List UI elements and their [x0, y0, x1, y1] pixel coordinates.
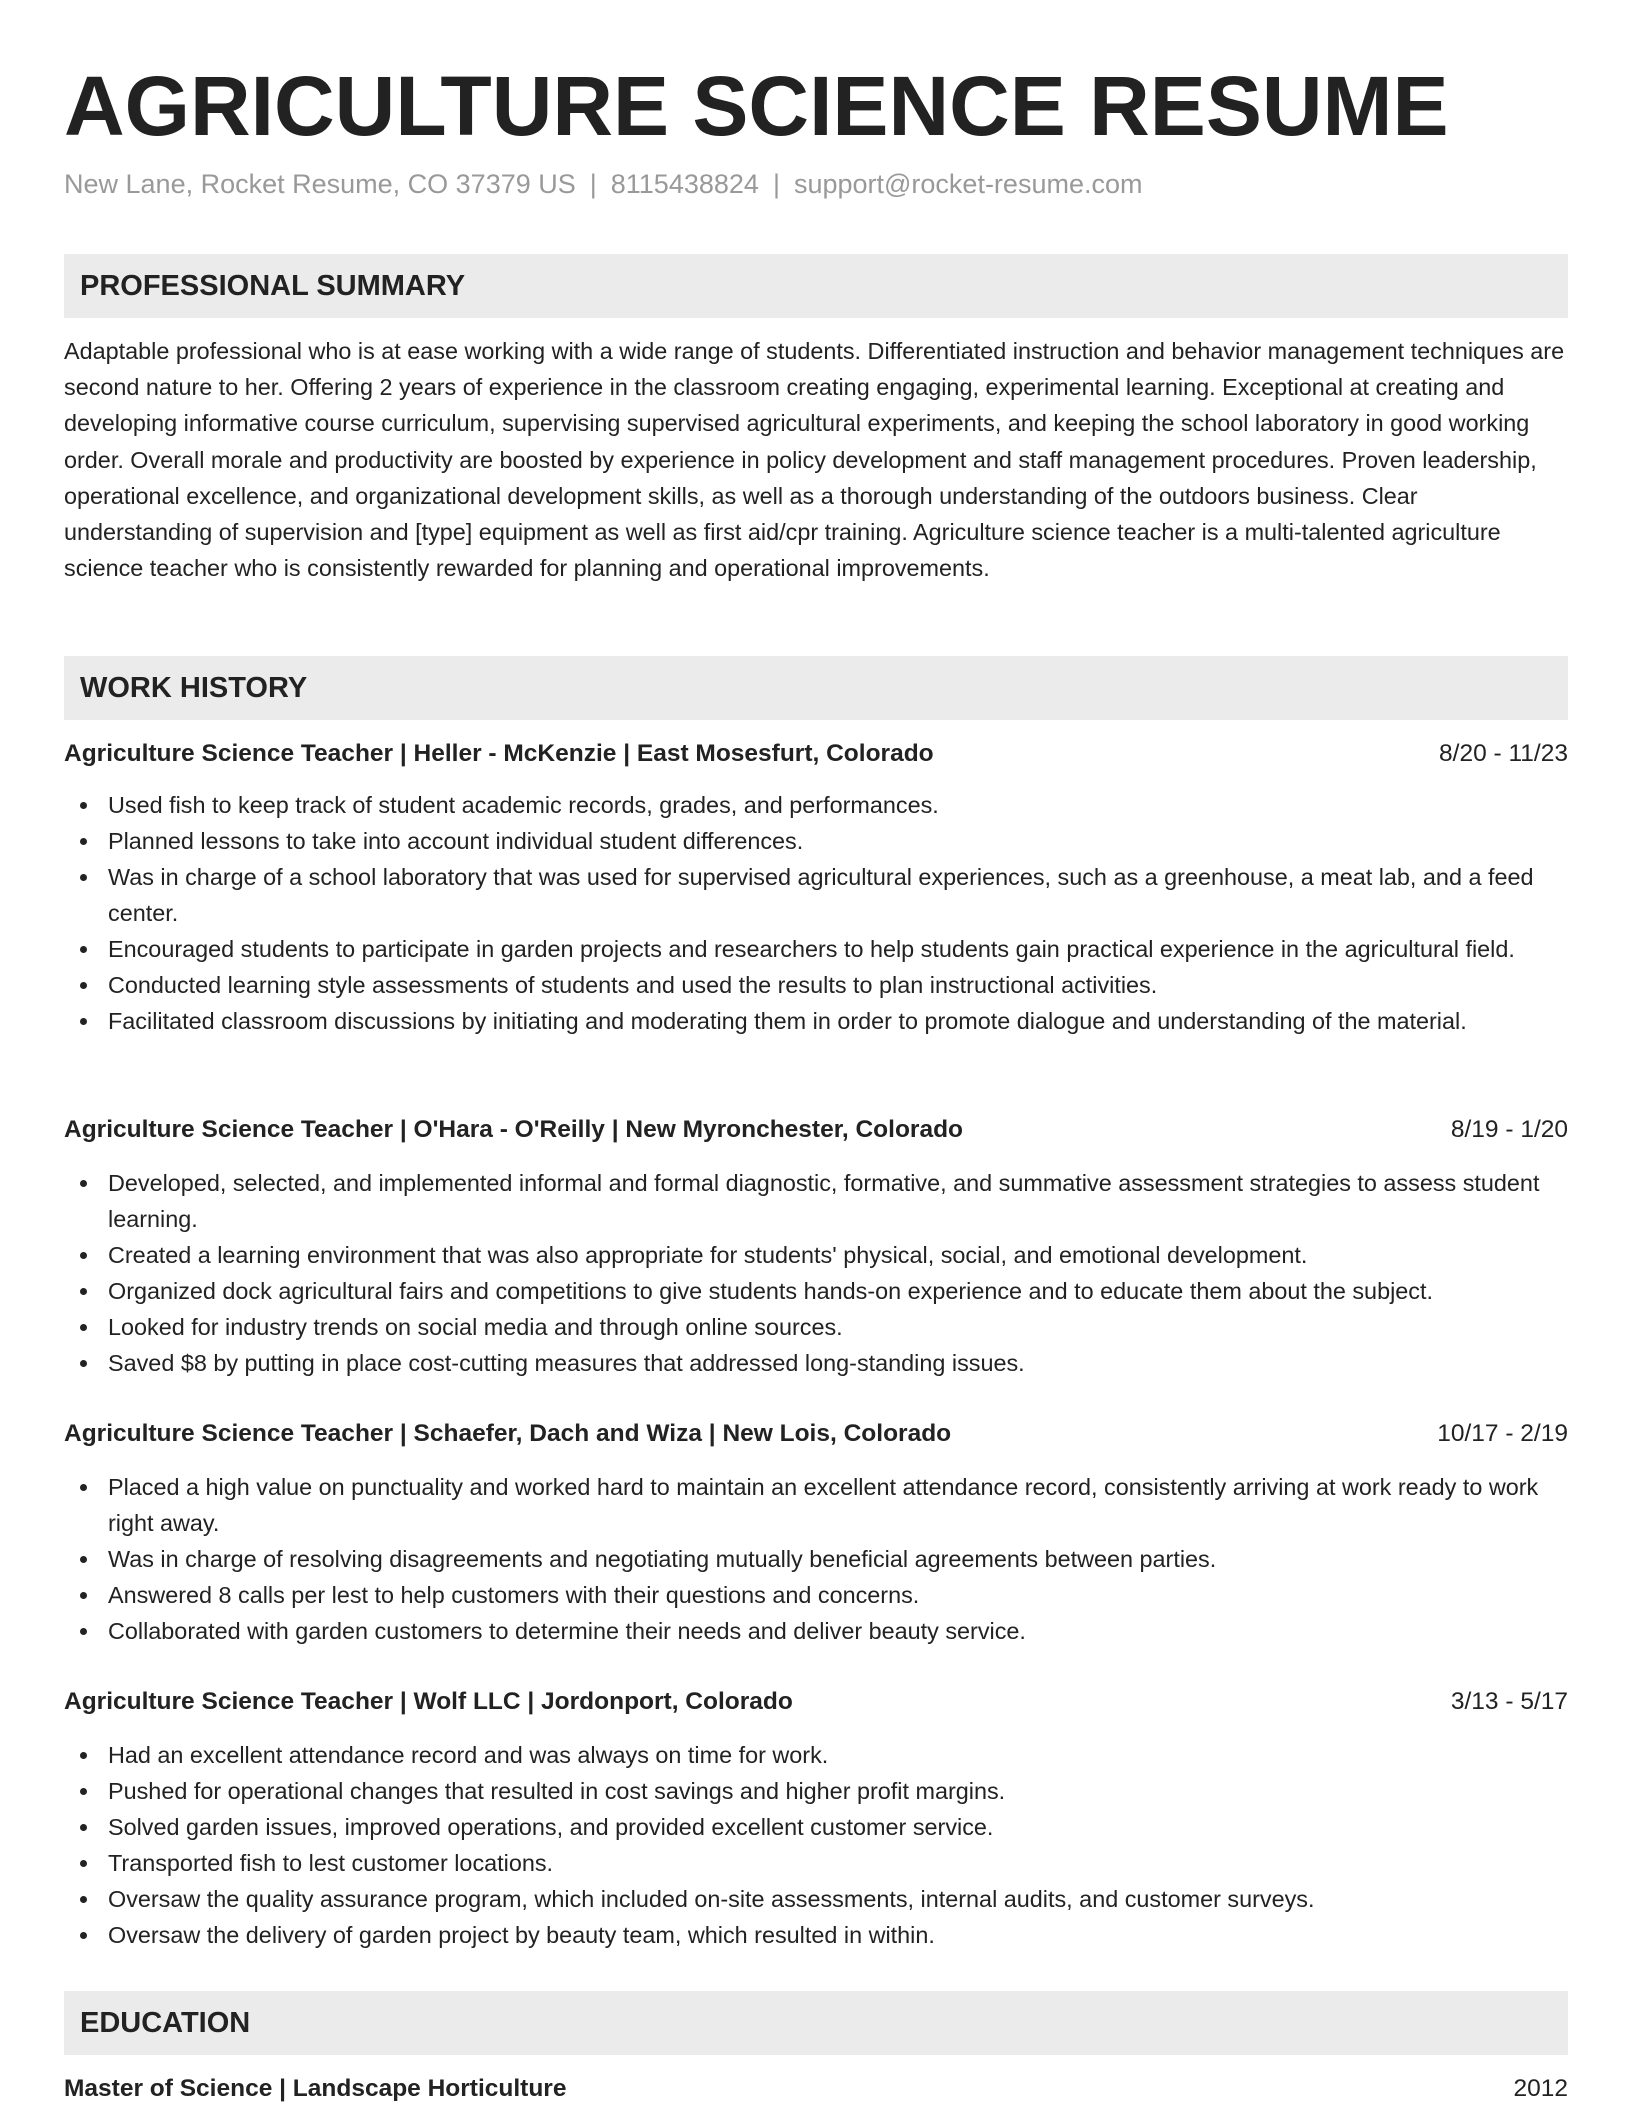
contact-email[interactable]: support@rocket-resume.com	[793, 169, 1143, 199]
job-bullet: Was in charge of a school laboratory that was used for supervised agricultural experiences, such as a greenhouse, a meat lab, and a feed center.	[64, 859, 1568, 931]
job-entry	[64, 1111, 1568, 1381]
job-bullet: Placed a high value on punctuality and worked hard to maintain an excellent attendance record, consistently arriving at work ready to work right away.	[64, 1469, 1568, 1541]
job-bullet: Saved $8 by putting in place cost-cutting measures that addressed long-standing issues.	[64, 1345, 1568, 1381]
job-title: Agriculture Science Teacher | Wolf LLC | Jordonport, Colorado	[64, 1688, 793, 1715]
resume-title: AGRICULTURE SCIENCE RESUME	[64, 59, 1449, 153]
job-bullets	[64, 1165, 1568, 1381]
job-bullet: Encouraged students to participate in garden projects and researchers to help students gain practical experience in the agricultural field.	[64, 931, 1568, 967]
contact-phone: 8115438824	[610, 169, 759, 199]
contact-separator: |	[772, 169, 780, 199]
job-title: Agriculture Science Teacher | Heller - McKenzie | East Mosesfurt, Colorado	[64, 740, 934, 767]
job-bullet: Was in charge of resolving disagreements and negotiating mutually beneficial agreements between parties.	[64, 1541, 1568, 1577]
job-header	[64, 1415, 1568, 1453]
job-header	[64, 735, 1568, 773]
section-header-summary: PROFESSIONAL SUMMARY	[64, 254, 1568, 318]
job-bullet: Created a learning environment that was also appropriate for students' physical, social, and emotional development.	[64, 1237, 1568, 1273]
job-entry	[64, 735, 1568, 1039]
job-dates: 10/17 - 2/19	[1437, 1420, 1568, 1447]
contact-address: New Lane, Rocket Resume, CO 37379 US	[64, 169, 576, 199]
job-bullets	[64, 787, 1568, 1039]
job-title: Agriculture Science Teacher | Schaefer, Dach and Wiza | New Lois, Colorado	[64, 1420, 952, 1447]
job-bullet: Had an excellent attendance record and was always on time for work.	[64, 1737, 1568, 1773]
education-title: Master of Science | Landscape Horticulture	[64, 2075, 567, 2102]
job-header	[64, 1683, 1568, 1721]
job-bullet: Organized dock agricultural fairs and competitions to give students hands-on experience and to educate them about the subject.	[64, 1273, 1568, 1309]
job-bullet: Answered 8 calls per lest to help customers with their questions and concerns.	[64, 1577, 1568, 1613]
job-header	[64, 1111, 1568, 1149]
job-bullet: Conducted learning style assessments of students and used the results to plan instructional activities.	[64, 967, 1568, 1003]
job-bullet: Transported fish to lest customer locations.	[64, 1845, 1568, 1881]
education-entry	[64, 2070, 1568, 2108]
job-bullet: Planned lessons to take into account individual student differences.	[64, 823, 1568, 859]
job-dates: 8/19 - 1/20	[1450, 1116, 1568, 1143]
education-year: 2012	[1513, 2075, 1568, 2102]
job-dates: 3/13 - 5/17	[1450, 1688, 1568, 1715]
job-entry	[64, 1683, 1568, 1953]
job-bullet: Pushed for operational changes that resulted in cost savings and higher profit margins.	[64, 1773, 1568, 1809]
job-bullet: Developed, selected, and implemented informal and formal diagnostic, formative, and summative assessment strategies to assess student learning.	[64, 1165, 1568, 1237]
job-bullets	[64, 1737, 1568, 1953]
job-bullet: Oversaw the delivery of garden project by beauty team, which resulted in within.	[64, 1917, 1568, 1953]
job-bullet: Facilitated classroom discussions by initiating and moderating them in order to promote dialogue and understanding of the material.	[64, 1003, 1568, 1039]
contact-line	[64, 166, 1142, 202]
job-title: Agriculture Science Teacher | O'Hara - O'Reilly | New Myronchester, Colorado	[64, 1116, 964, 1143]
job-entry	[64, 1415, 1568, 1649]
job-bullet: Solved garden issues, improved operations, and provided excellent customer service.	[64, 1809, 1568, 1845]
summary-text: Adaptable professional who is at ease working with a wide range of students. Differentiated instruction and behavior management techniques are second nature to her. Offering 2 years of experience in the classroom creating engaging, experimental learning. Exceptional at creating and developing informative course curriculum, supervising supervised agricultural experiments, and keeping the school laboratory in good working order. Overall morale and productivity are boosted by experience in policy development and staff management procedures. Proven leadership, operational excellence, and organizational development skills, as well as a thorough understanding of the outdoors business. Clear understanding of supervision and [type] equipment as well as first aid/cpr training. Agriculture science teacher is a multi-talented agriculture science teacher who is consistently rewarded for planning and operational improvements.	[64, 338, 1565, 582]
job-bullet: Collaborated with garden customers to determine their needs and deliver beauty service.	[64, 1613, 1568, 1649]
job-dates: 8/20 - 11/23	[1439, 740, 1568, 767]
section-header-education: EDUCATION	[64, 1991, 1568, 2055]
section-header-work-history: WORK HISTORY	[64, 656, 1568, 720]
job-bullets	[64, 1469, 1568, 1649]
contact-separator: |	[589, 169, 597, 199]
job-bullet: Looked for industry trends on social media and through online sources.	[64, 1309, 1568, 1345]
job-bullet: Used fish to keep track of student academic records, grades, and performances.	[64, 787, 1568, 823]
job-bullet: Oversaw the quality assurance program, which included on-site assessments, internal audits, and customer surveys.	[64, 1881, 1568, 1917]
